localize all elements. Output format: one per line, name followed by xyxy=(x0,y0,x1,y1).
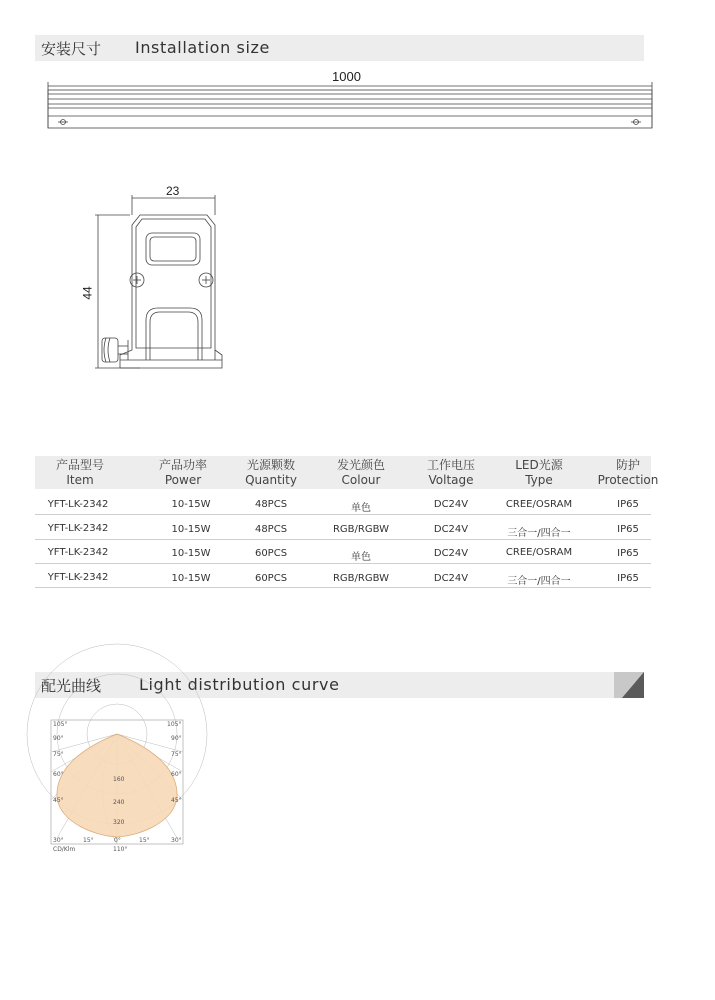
header-colour: 发光颜色 Colour xyxy=(336,458,385,487)
width-dimension-label: 23 xyxy=(166,184,180,198)
table-row-1-quantity: 48PCS xyxy=(254,499,288,510)
table-row-3-colour: 单色 xyxy=(351,552,371,563)
table-row-1-voltage: DC24V xyxy=(433,499,469,510)
light-curve-section-header xyxy=(35,672,644,698)
angle-label-bottom-15-right: 15° xyxy=(139,837,150,844)
light-curve-title-cn: 配光曲线 xyxy=(41,677,102,695)
header-power: 产品功率 Power xyxy=(158,458,207,487)
corner-logo-icon xyxy=(614,672,644,698)
table-row-2-colour: RGB/RGBW xyxy=(332,524,389,535)
radial-value-240: 240 xyxy=(113,799,125,806)
table-row-divider xyxy=(35,563,651,564)
header-item: 产品型号 Item xyxy=(55,458,104,487)
radial-value-320: 320 xyxy=(113,819,125,826)
angle-label-right-45: 45° xyxy=(171,797,182,804)
installation-title-cn: 安装尺寸 xyxy=(41,40,102,58)
table-row-4-power: 10-15W xyxy=(171,573,211,584)
table-row-3-quantity: 60PCS xyxy=(254,548,288,559)
table-row-3-item: YFT-LK-2342 xyxy=(47,547,109,558)
angle-label-bottom-0: 0° xyxy=(114,837,121,844)
installation-title-en: Installation size xyxy=(135,38,270,57)
table-row-3-voltage: DC24V xyxy=(433,548,469,559)
angle-label-right-60: 60° xyxy=(171,771,182,778)
header-quantity: 光源颗数 Quantity xyxy=(245,458,297,487)
table-row-4-protection: IP65 xyxy=(617,573,639,584)
angle-label-right-30: 30° xyxy=(171,837,182,844)
table-row-3-power: 10-15W xyxy=(171,548,211,559)
table-row-2-type: 三合一/四合一 xyxy=(507,528,571,539)
beam-angle-label: 110° xyxy=(113,846,128,853)
table-row-4-item: YFT-LK-2342 xyxy=(47,572,109,583)
angle-label-left-90: 90° xyxy=(53,735,64,742)
bar-side-view-drawing xyxy=(44,82,664,132)
angle-label-left-30: 30° xyxy=(53,837,64,844)
angle-label-bottom-15-left: 15° xyxy=(83,837,94,844)
table-row-2-voltage: DC24V xyxy=(433,524,469,535)
header-protection: 防护 Protection xyxy=(597,458,659,487)
table-row-1-type: CREE/OSRAM xyxy=(505,499,573,510)
table-row-divider xyxy=(35,587,651,588)
header-type: LED光源 Type xyxy=(515,458,563,487)
angle-label-left-60: 60° xyxy=(53,771,64,778)
angle-label-left-45: 45° xyxy=(53,797,64,804)
table-row-3-protection: IP65 xyxy=(617,548,639,559)
angle-label-left-105: 105° xyxy=(53,721,68,728)
unit-label: CD/Klm xyxy=(53,846,76,853)
table-row-1-protection: IP65 xyxy=(617,499,639,510)
table-row-4-colour: RGB/RGBW xyxy=(332,573,389,584)
table-row-divider xyxy=(35,539,651,540)
table-row-1-power: 10-15W xyxy=(171,499,211,510)
angle-label-right-105: 105° xyxy=(167,721,182,728)
light-distribution-polar-diagram xyxy=(47,716,187,854)
table-row-2-protection: IP65 xyxy=(617,524,639,535)
installation-section-header xyxy=(35,35,644,61)
header-voltage: 工作电压 Voltage xyxy=(426,458,475,487)
angle-label-left-75: 75° xyxy=(53,751,64,758)
light-curve-title-en: Light distribution curve xyxy=(139,675,340,694)
height-dimension-label: 44 xyxy=(80,286,95,300)
table-row-2-quantity: 48PCS xyxy=(254,524,288,535)
table-row-4-quantity: 60PCS xyxy=(254,573,288,584)
table-row-divider xyxy=(35,514,651,515)
radial-value-160: 160 xyxy=(113,776,125,783)
angle-label-right-90: 90° xyxy=(171,735,182,742)
length-dimension-label: 1000 xyxy=(332,69,361,84)
table-row-2-power: 10-15W xyxy=(171,524,211,535)
angle-label-right-75: 75° xyxy=(171,751,182,758)
table-row-1-item: YFT-LK-2342 xyxy=(47,499,109,510)
table-row-1-colour: 单色 xyxy=(351,503,371,514)
table-row-3-type: CREE/OSRAM xyxy=(505,547,573,558)
table-row-2-item: YFT-LK-2342 xyxy=(47,523,109,534)
table-row-4-type: 三合一/四合一 xyxy=(507,576,571,587)
table-row-4-voltage: DC24V xyxy=(433,573,469,584)
profile-cross-section-drawing xyxy=(90,190,230,375)
